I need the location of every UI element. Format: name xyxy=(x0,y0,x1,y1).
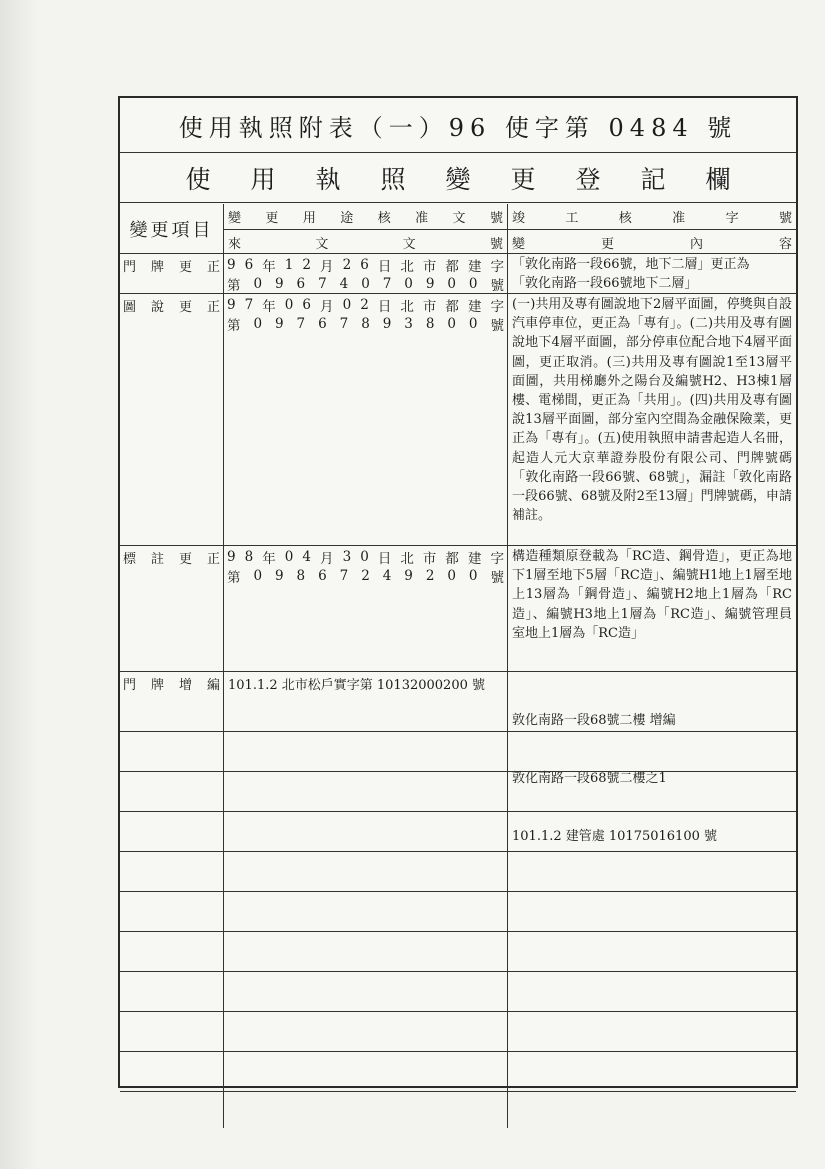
approval-ref-line1: 9 8 年 0 4 月 3 0 日 北 市 都 建 字 xyxy=(227,548,504,567)
empty-cell xyxy=(224,892,508,931)
empty-cell xyxy=(508,852,796,891)
empty-cell xyxy=(120,772,224,811)
paper-edge-shadow xyxy=(0,0,38,1169)
table-row xyxy=(120,254,796,294)
change-item-cell xyxy=(120,254,224,293)
license-attachment-sheet xyxy=(118,96,798,1088)
empty-cell xyxy=(224,1092,508,1128)
sheet-subtitle: 使用執照變更登記欄 xyxy=(120,153,796,203)
header-right-top: 竣 工 核 准 字 號 xyxy=(512,210,792,226)
empty-cell xyxy=(120,1092,224,1128)
change-content-cell xyxy=(508,254,796,293)
empty-cell xyxy=(120,932,224,971)
empty-cell xyxy=(508,1052,796,1091)
approval-ref-line2: 第 0 9 8 6 7 2 4 9 2 0 0 號 xyxy=(227,567,504,586)
empty-cell xyxy=(224,1052,508,1091)
change-item-cell xyxy=(120,294,224,545)
empty-cell xyxy=(120,892,224,931)
change-item-label: 門 牌 增 編 xyxy=(123,678,220,693)
change-item-label: 圖 說 更 正 xyxy=(123,300,220,315)
empty-cell xyxy=(508,1092,796,1128)
empty-cell xyxy=(508,932,796,971)
empty-cell xyxy=(508,732,796,771)
empty-table-row xyxy=(120,812,796,852)
change-log-rows xyxy=(120,254,796,1128)
header-mid-bottom: 來 文 文 號 xyxy=(228,236,503,252)
header-right-bottom: 變 更 內 容 xyxy=(512,236,792,252)
approval-ref-cell xyxy=(224,254,508,293)
empty-cell xyxy=(224,732,508,771)
approval-ref-line2: 第 0 9 7 6 7 8 9 3 8 0 0 號 xyxy=(227,315,504,334)
approval-ref-cell xyxy=(224,546,508,671)
empty-cell xyxy=(508,892,796,931)
empty-table-row xyxy=(120,972,796,1012)
change-content: (一)共用及專有圖說地下2層平面圖，停獎與自設汽車停車位，更正為「專有」。(二)共用及專有圖說地下4層平面圖，部分停車位配合地下4層平面圖，更正取消。(三)共用及專有圖說1至13層平面圖，共用梯廳外之陽台及編號H2、H3棟1層樓、電梯間，更正為「共用」。(四)共用及專有圖說13層平面圖，部分室內空間為金融保險業，更正為「專有」。(五)使用執照申請書起造人名冊，起造人元大京華證券股份有限公司、門牌號碼「敦化南路一段66號、68號」，漏註「敦化南路一段66號、68號及附2至13層」門牌號碼，申請補註。 xyxy=(512,297,792,524)
change-item-label: 標 註 更 正 xyxy=(123,552,220,567)
empty-table-row xyxy=(120,892,796,932)
empty-cell xyxy=(508,972,796,1011)
sheet-title: 使用執照附表（一）96 使字第 0484 號 xyxy=(120,98,796,153)
empty-table-row xyxy=(120,1092,796,1128)
change-item-cell xyxy=(120,672,224,731)
empty-cell xyxy=(224,772,508,811)
change-content-cell xyxy=(508,672,796,844)
empty-cell xyxy=(120,972,224,1011)
empty-cell xyxy=(120,732,224,771)
table-row xyxy=(120,672,796,844)
empty-cell xyxy=(120,1052,224,1091)
header-mid-top: 變 更 用 途 核 准 文 號 xyxy=(228,210,503,226)
approval-ref-line1: 9 7 年 0 6 月 0 2 日 北 市 都 建 字 xyxy=(227,296,504,315)
header-change-item: 變更項目 xyxy=(120,204,224,254)
empty-cell xyxy=(224,972,508,1011)
empty-cell xyxy=(120,852,224,891)
empty-table-row xyxy=(120,1012,796,1052)
change-item-cell xyxy=(120,546,224,671)
empty-cell xyxy=(508,772,796,811)
change-content: 構造種類原登載為「RC造、鋼骨造」，更正為地下1層至地下5層「RC造」、編號H1地上1層至地上13層為「鋼骨造」、編號H2地上1層為「RC造」、編號H3地上1層為「RC造」、編號管理員室地上1層為「RC造」 xyxy=(512,549,792,641)
change-item-label: 門 牌 更 正 xyxy=(123,260,220,275)
empty-cell xyxy=(120,1012,224,1051)
change-content-line: 101.1.2 建管處 10175016100 號 xyxy=(512,828,717,844)
change-content-line: 敦化南路一段68號二樓 增編 xyxy=(512,713,676,729)
empty-cell xyxy=(224,1012,508,1051)
header-completion-ref xyxy=(508,204,796,254)
empty-cell xyxy=(224,932,508,971)
header-approval-ref xyxy=(224,204,508,254)
empty-cell xyxy=(224,852,508,891)
approval-ref-cell xyxy=(224,672,508,731)
empty-table-row xyxy=(120,932,796,972)
change-content-cell xyxy=(508,546,796,671)
table-row xyxy=(120,294,796,546)
change-content-cell xyxy=(508,294,796,545)
empty-table-row xyxy=(120,732,796,772)
empty-cell xyxy=(120,812,224,851)
empty-table-row xyxy=(120,1052,796,1092)
approval-ref-line1: 101.1.2 北市松戶實字第 10132000200 號 xyxy=(228,678,485,693)
empty-table-row xyxy=(120,772,796,812)
approval-ref-cell xyxy=(224,294,508,545)
table-row xyxy=(120,546,796,672)
approval-ref-line2: 第 0 9 6 7 4 0 7 0 9 0 0 號 xyxy=(227,275,504,294)
change-content: 「敦化南路一段66號，地下二層」更正為 「敦化南路一段66號地下二層」 xyxy=(512,257,750,292)
change-content-line: 敦化南路一段68號二樓之1 xyxy=(512,771,667,787)
empty-cell xyxy=(508,1012,796,1051)
empty-cell xyxy=(224,812,508,851)
empty-cell xyxy=(508,812,796,851)
empty-table-row xyxy=(120,852,796,892)
approval-ref-line1: 9 6 年 1 2 月 2 6 日 北 市 都 建 字 xyxy=(227,256,504,275)
